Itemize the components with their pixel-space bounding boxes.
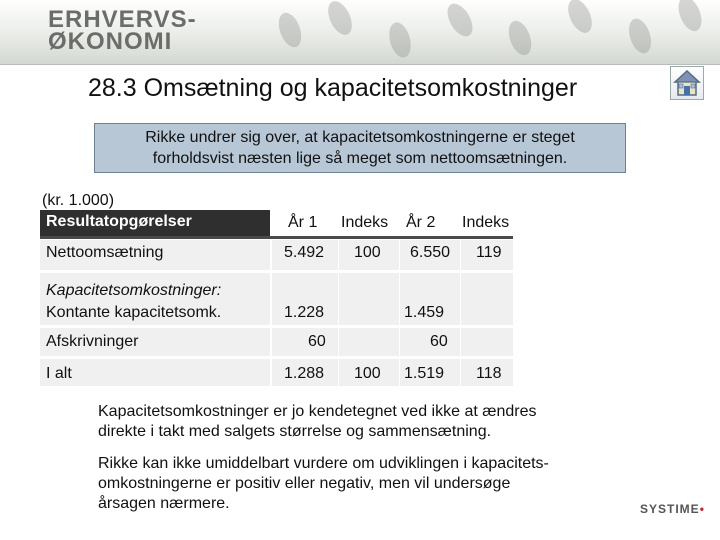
header-year2-cell	[400, 210, 460, 236]
paragraph-1	[98, 402, 638, 442]
callout-box	[94, 123, 626, 173]
page-title: 28.3 Omsætning og kapacitetsomkostninger	[88, 74, 578, 102]
paragraph-2-line3: årsagen nærmere.	[98, 495, 230, 512]
paragraph-1-line1: Kapacitetsomkostninger er jo kendetegnet ved ikke at ændres	[98, 403, 537, 420]
paragraph-2	[98, 454, 638, 514]
row-nettoomsaetning-year1: 5.492	[284, 244, 325, 261]
row-nettoomsaetning-index2: 119	[476, 244, 502, 261]
publisher-dot: •	[699, 502, 705, 516]
brand-line2: ØKONOMI	[48, 28, 173, 55]
header-index1-cell	[339, 210, 399, 236]
header-year2: År 2	[406, 214, 436, 231]
home-icon	[671, 67, 703, 99]
unit-label: (kr. 1.000)	[42, 192, 115, 209]
row-i-alt-label: I alt	[46, 365, 72, 382]
row-afskrivninger-year2: 60	[430, 333, 448, 350]
row-separator	[40, 356, 513, 359]
header-index1: Indeks	[341, 214, 389, 231]
header-index2-cell	[461, 210, 513, 236]
row-kontante-label: Kontante kapacitetsomk.	[46, 304, 222, 321]
paragraph-2-line1: Rikke kan ikke umiddelbart vurdere om udviklingen i kapacitets-	[98, 455, 549, 472]
header-banner	[0, 0, 720, 65]
callout-line1: Rikke undrer sig over, at kapacitetsomkostningerne er steget	[145, 129, 575, 146]
row-i-alt-index1: 100	[354, 365, 381, 382]
callout-line2: forholdsvist næsten lige så meget som nettoomsætningen.	[152, 150, 568, 167]
row-i-alt-year1: 1.288	[284, 365, 325, 382]
row-nettoomsaetning-year2: 6.550	[410, 244, 451, 261]
paragraph-2-line2: omkostningerne er positiv eller negativ, men vil undersøge	[98, 475, 511, 492]
row-kap-heading-label: Kapacitetsomkostninger:	[46, 282, 222, 299]
row-kontante-year1: 1.228	[284, 304, 325, 321]
row-afskrivninger-year1: 60	[308, 333, 326, 350]
paragraph-1-line2: direkte i takt med salgets størrelse og sammensætning.	[98, 423, 492, 440]
row-nettoomsaetning-label: Nettoomsætning	[46, 244, 164, 261]
publisher-logo	[640, 502, 705, 516]
footprints-decoration	[210, 0, 720, 64]
row-separator	[40, 325, 513, 328]
row-i-alt-index2: 118	[476, 365, 502, 382]
header-label: Resultatopgørelser	[46, 213, 192, 230]
home-button[interactable]	[670, 66, 704, 100]
header-divider	[40, 236, 513, 239]
row-separator	[40, 270, 513, 273]
row-afskrivninger-label: Afskrivninger	[46, 333, 139, 350]
row-i-alt-year2: 1.519	[404, 365, 445, 382]
row-nettoomsaetning-index1: 100	[354, 244, 381, 261]
publisher-name: SYSTIME	[640, 502, 700, 516]
row-kontante-year2: 1.459	[404, 304, 445, 321]
header-year1: År 1	[288, 214, 318, 231]
brand-line1: ERHVERVS-	[48, 6, 197, 33]
header-label-cell	[40, 210, 270, 236]
header-year1-cell	[272, 210, 338, 236]
header-index2: Indeks	[462, 214, 510, 231]
